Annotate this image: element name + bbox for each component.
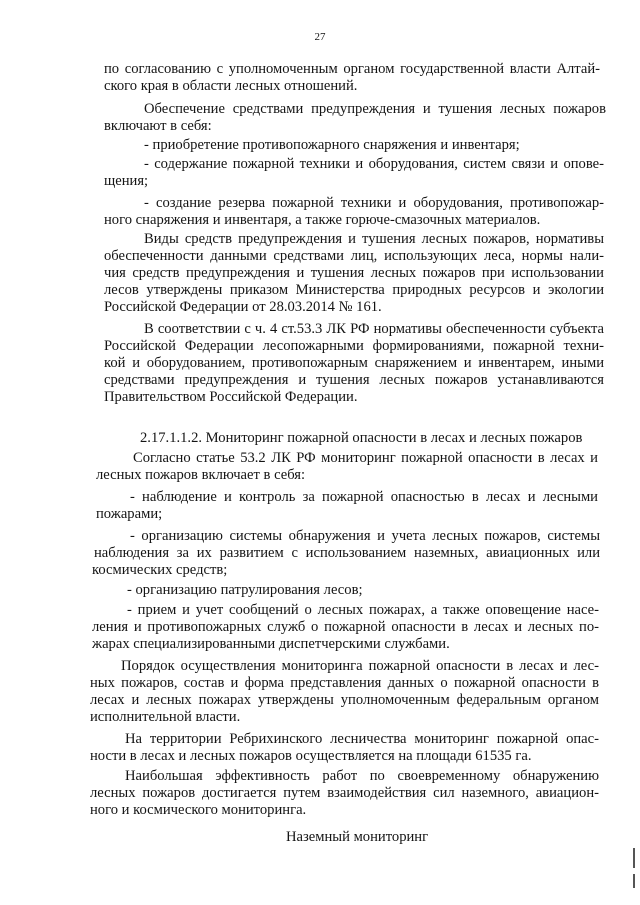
text-line: лесов утверждены приказом Министерства природных ресурсов и экологии	[104, 282, 604, 298]
text-line: лесах и лесных пожарах утверждены уполномоченным федеральным органом	[90, 692, 599, 708]
text-line: - приобретение противопожарного снаряжения и инвентаря;	[144, 137, 520, 153]
text-line: ского края в области лесных отношений.	[104, 78, 358, 94]
text-line: пожарами;	[96, 506, 163, 522]
text-line: чия средств предупреждения и тушения лесных пожаров при использовании	[104, 265, 604, 281]
text-line: Согласно статье 53.2 ЛК РФ мониторинг пожарной опасности в лесах и	[133, 450, 598, 466]
text-line: лесных пожаров включает в себя:	[96, 467, 306, 483]
text-line: ления и противопожарных служб о пожарной опасности в лесах и лесных по-	[92, 619, 599, 635]
text-line: ного и космического мониторинга.	[90, 802, 307, 818]
text-line: исполнительной власти.	[90, 709, 241, 725]
section-heading: 2.17.1.1.2. Мониторинг пожарной опасности в лесах и лесных пожаров	[140, 430, 583, 446]
text-line: - прием и учет сообщений о лесных пожарах, а также оповещение насе-	[127, 602, 599, 618]
text-line: кой и оборудованием, противопожарным снаряжением и инвентарем, иными	[104, 355, 604, 371]
text-line: ного снаряжения и инвентаря, а также горюче-смазочных материалов.	[104, 212, 541, 228]
text-line: - содержание пожарной техники и оборудования, систем связи и опове-	[144, 156, 604, 172]
text-line: по согласованию с уполномоченным органом государственной власти Алтай-	[104, 61, 600, 77]
text-line: средствами предупреждения и тушения лесных пожаров устанавливаются	[104, 372, 604, 388]
text-line: Обеспечение средствами предупреждения и тушения лесных пожаров	[144, 101, 606, 117]
text-line: ности в лесах и лесных пожаров осуществляется на площади 61535 га.	[90, 748, 532, 764]
text-line: обеспеченности данными средствами лиц, использующих леса, нормы нали-	[104, 248, 604, 264]
text-line: жарах специализированными диспетчерскими службами.	[92, 636, 450, 652]
text-line: - организацию патрулирования лесов;	[127, 582, 363, 598]
text-line: - создание резерва пожарной техники и оборудования, противопожар-	[144, 195, 604, 211]
text-line: Наибольшая эффективность работ по своевременному обнаружению	[125, 768, 599, 784]
text-line: Российской Федерации лесопожарными формированиями, пожарной техни-	[104, 338, 604, 354]
text-line: - наблюдение и контроль за пожарной опасностью в лесах и лесными	[130, 489, 598, 505]
text-line: На территории Ребрихинского лесничества мониторинг пожарной опас-	[125, 731, 599, 747]
scan-edge-mark	[633, 874, 635, 888]
text-line: ных пожаров, состав и форма представления данных о пожарной опасности в	[90, 675, 599, 691]
subsection-heading: Наземный мониторинг	[286, 829, 429, 845]
text-line: Правительством Российской Федерации.	[104, 389, 358, 405]
text-line: Порядок осуществления мониторинга пожарной опасности в лесах и лес-	[121, 658, 599, 674]
text-line: щения;	[104, 173, 149, 189]
text-line: - организацию системы обнаружения и учета лесных пожаров, системы	[130, 528, 600, 544]
text-line: космических средств;	[92, 562, 228, 578]
text-line: Российской Федерации от 28.03.2014 № 161.	[104, 299, 382, 315]
text-line: включают в себя:	[104, 118, 212, 134]
text-line: лесных пожаров достигается путем взаимодействия сил наземного, авиацион-	[90, 785, 599, 801]
text-line: Виды средств предупреждения и тушения лесных пожаров, нормативы	[144, 231, 604, 247]
text-line: наблюдения за их развитием с использованием наземных, авиационных или	[94, 545, 600, 561]
scan-edge-mark	[633, 848, 635, 868]
page-number: 27	[314, 31, 326, 43]
text-line: В соответствии с ч. 4 ст.53.3 ЛК РФ нормативы обеспеченности субъекта	[144, 321, 604, 337]
